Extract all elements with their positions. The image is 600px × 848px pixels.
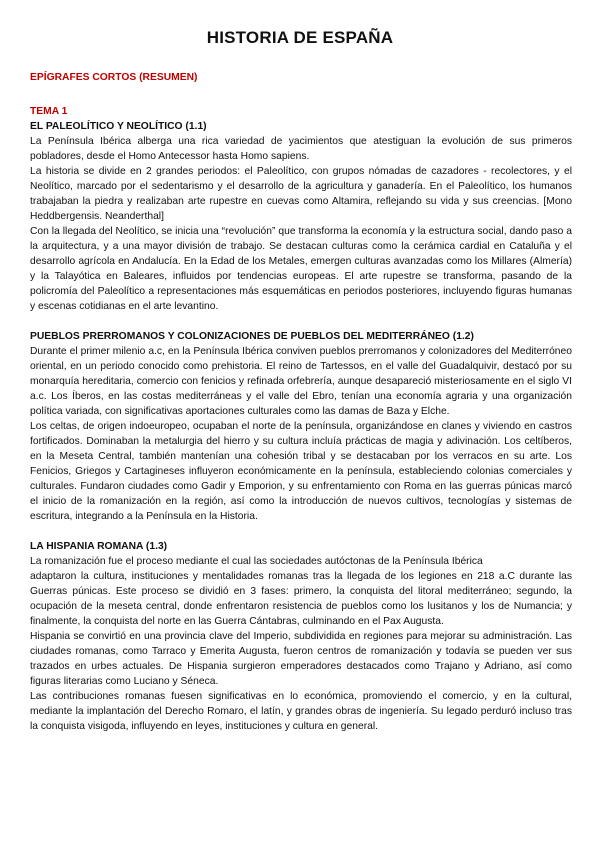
- paragraph: adaptaron la cultura, instituciones y mentalidades romanas tras la llegada de los legiones en 218 a.C durante las Guerras púnicas. Este proceso se dividió en 3 fases: primero, la conquista del litoral mediterráneo; segundo, la ocupación de la meseta central, donde enfrentaron resistencia de pueblos como los lusitanos y los de Numancia; y finalmente, la conquista del norte en las Guerra Cántabras, culminando en el Pax Augusta.: [30, 571, 572, 627]
- paragraph: Las contribuciones romanas fuesen significativas en lo económica, promoviendo el comercio, y en la cultural, mediante la implantación del Derecho Romaro, el latín, y grandes obras de ingeniería. Su legado perduró incluso tras la conquista visigoda, influyendo en leyes, instituciones y cultura en general.: [30, 691, 572, 732]
- paragraph: La Península Ibérica alberga una rica variedad de yacimientos que atestiguan la evolución de sus primeros pobladores, desde el Homo Antecessor hasta Homo sapiens.: [30, 136, 572, 162]
- document-subtitle: EPÍGRAFES CORTOS (RESUMEN): [30, 72, 198, 83]
- tema-label: TEMA 1: [30, 106, 68, 117]
- document-title: HISTORIA DE ESPAÑA: [206, 28, 394, 47]
- paragraph: Los celtas, de origen indoeuropeo, ocupaban el norte de la península, organizándose en clanes y viviendo en castros fortificados. Dominaban la metalurgia del hierro y su cultura incluía prácticas de magia y adivinación. Los celtíberos, en la Meseta Central, también mantenían una cohesión tribal y se destacaban por los verracos en su arte. Los Fenicios, Griegos y Cartagineses influyeron económicamente en la península, estableciendo colonias comerciales y culturales. Fundaron ciudades como Gadir y Emporion, y su enfrentamiento con Roma en las guerras púnicas marcó el inicio de la romanización en la región, así como la introducción de nuevos cultivos, tecnologías y sistemas de escritura, integrando a la Península en la Historia.: [30, 421, 572, 522]
- paragraph: Durante el primer milenio a.c, en la Península Ibérica conviven pueblos prerromanos y colonizadores del Mediterróneo oriental, en un periodo conocido como prehistoria. El reino de Tartessos, en el valle del Guadalquivir, destacó por su monarquía hereditaria, comercio con fenicios y refinada orfebrería, aunque desapareció misteriosamente en el siglo VI a.c. Los Íberos, en las costas mediterráneas y el valle del Ebro, tenían una economía agraria y una organización política variada, con significativas aportaciones culturales como las damas de Baza y Elche.: [30, 346, 572, 417]
- section-heading: EL PALEOLÍTICO Y NEOLÍTICO (1.1): [30, 121, 207, 132]
- paragraph: La historia se divide en 2 grandes periodos: el Paleolítico, con grupos nómadas de cazadores - recolectores, y el Neolítico, marcado por el sedentarismo y el desarrollo de la agricultura y ganadería. En el Paleolítico, los humanos trabajaban la piedra y realizaban arte rupestre en cuevas como Altamira, reflejando su vida y sus creencias. [Mono Heddbergensis. Neanderthal]: [30, 166, 572, 222]
- section-heading: LA HISPANIA ROMANA (1.3): [30, 541, 168, 552]
- document-body: [30, 70, 572, 734]
- paragraph: La romanización fue el proceso mediante el cual las sociedades autóctonas de la Península Ibérica: [30, 556, 483, 567]
- paragraph: Hispania se convirtió en una provincia clave del Imperio, subdividida en regiones para mejorar su administración. Las ciudades romanas, como Tarraco y Emerita Augusta, fueron centros de romanización y todavía se pueden ver sus trazados en urbes actuales. De Hispania surgieron emperadores destacados como Trajano y Adriano, así como figuras literarias como Luciano y Séneca.: [30, 631, 572, 687]
- section-heading: PUEBLOS PRERROMANOS Y COLONIZACIONES DE PUEBLOS DEL MEDITERRÁNEO (1.2): [30, 331, 474, 342]
- section-hispania-romana: [30, 539, 572, 734]
- section-paleolitico: [30, 119, 572, 314]
- section-pueblos-prerromanos: [30, 329, 572, 524]
- paragraph: Con la llegada del Neolítico, se inicia una “revolución” que transforma la economía y la estructura social, dando paso a la arquitectura, y a una mayor división de trabajo. Se destacan culturas como la cerámica cardial en Cataluña y el desarrollo agrícola en Andalucía. En la Edad de los Metales, emergen culturas avanzadas como los Millares (Almería) y la Talayótica en Baleares, influidos por tendencias europeas. El arte rupestre se transforma, pasando de la policromía del Paleolítico a representaciones más esquemáticas en periodos posteriores, incluyendo figuras humanas y escenas cotidianas en el arte levantino.: [30, 226, 572, 312]
